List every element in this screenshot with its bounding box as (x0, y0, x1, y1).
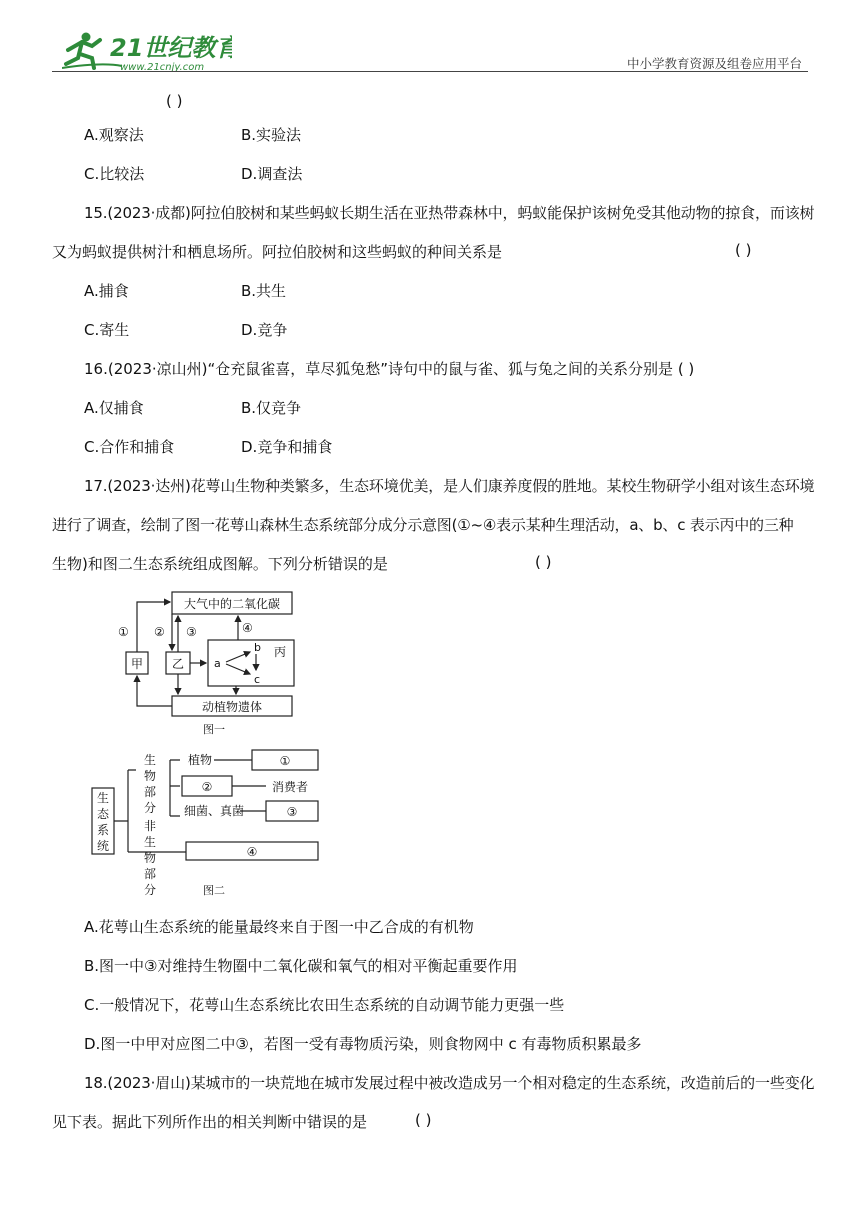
yi-label: 乙 (171, 657, 185, 671)
q16-stem: 16.(2023·凉山州)“仓充鼠雀喜，草尽狐兔愁”诗句中的鼠与雀、狐与兔之间的关系分别是 ( ) (84, 360, 695, 378)
q16-option-d: D.竞争和捕食 (241, 438, 333, 456)
q15-option-a: A.捕食 (84, 282, 129, 300)
jia-label: 甲 (130, 657, 144, 671)
q15-option-b: B.共生 (241, 282, 287, 300)
q17-option-b: B.图一中③对维持生物圈中二氧化碳和氧气的相对平衡起重要作用 (84, 957, 518, 975)
bio-char-1: 生 (143, 753, 157, 767)
nonbio-char-3: 物 (143, 851, 157, 865)
fig1-caption: 图一 (203, 723, 225, 736)
q17-answer-paren: ( ) (535, 553, 552, 571)
q17-stem-line2: 进行了调查，绘制了图一花萼山森林生态系统部分成分示意图(①~④表示某种生理活动，a、b、c 表示丙中的三种 (52, 516, 794, 534)
q17-stem-line3: 生物)和图二生态系统组成图解。下列分析错误的是 (52, 555, 388, 573)
logo-url: www.21cnjy.com (120, 62, 205, 73)
q15-option-d: D.竞争 (241, 321, 288, 339)
eco-char-4: 统 (96, 839, 110, 853)
q17-option-d: D.图一中甲对应图二中③，若图一受有毒物质污染，则食物网中 c 有毒物质积累最多 (84, 1035, 642, 1053)
figure-one (110, 588, 310, 738)
q17-option-a: A.花萼山生态系统的能量最终来自于图一中乙合成的有机物 (84, 918, 474, 936)
q17-option-c: C.一般情况下，花萼山生态系统比农田生态系统的自动调节能力更强一些 (84, 996, 565, 1014)
consumers-label: 消费者 (272, 780, 309, 794)
eco-char-1: 生 (96, 791, 110, 805)
q18-answer-paren: ( ) (415, 1111, 432, 1129)
fig2-num-3: ③ (286, 805, 298, 819)
figure-two (88, 748, 328, 898)
logo-text: 21世纪教育 (110, 34, 232, 62)
q14-option-b: B.实验法 (241, 126, 302, 144)
header-divider (52, 71, 808, 72)
q15-option-c: C.寄生 (84, 321, 130, 339)
fig2-num-2: ② (201, 780, 213, 794)
bing-label: 丙 (274, 645, 287, 659)
bio-char-3: 部 (143, 785, 157, 799)
nonbio-char-2: 生 (143, 835, 157, 849)
co2-label: 大气中的二氧化碳 (183, 597, 281, 611)
q17-stem-line1: 17.(2023·达州)花萼山生物种类繁多，生态环境优美，是人们康养度假的胜地。某校生物研学小组对该生态环境 (84, 477, 815, 495)
bio-char-2: 物 (143, 769, 157, 783)
fig1-num-3: ③ (186, 625, 197, 639)
eco-char-3: 系 (96, 823, 110, 837)
nonbio-char-5: 分 (143, 883, 157, 897)
fig1-num-1: ① (118, 625, 129, 639)
a-label: a (214, 657, 221, 670)
nonbio-char-1: 非 (143, 819, 157, 833)
platform-name: 中小学教育资源及组卷应用平台 (626, 56, 802, 71)
eco-char-2: 态 (96, 807, 110, 821)
bio-char-4: 分 (143, 801, 157, 815)
q16-option-c: C.合作和捕食 (84, 438, 175, 456)
q18-stem-line1: 18.(2023·眉山)某城市的一块荒地在城市发展过程中被改造成另一个相对稳定的生态系统，改造前后的一些变化 (84, 1074, 815, 1092)
q15-answer-paren: ( ) (735, 241, 752, 259)
q14-answer-paren: ( ) (166, 92, 183, 110)
q15-stem-line2: 又为蚂蚁提供树汁和栖息场所。阿拉伯胶树和这些蚂蚁的种间关系是 (52, 243, 503, 261)
fig2-caption: 图二 (203, 884, 225, 897)
fig1-num-2: ② (154, 625, 165, 639)
decomposers-label: 细菌、真菌 (184, 804, 245, 818)
q14-option-a: A.观察法 (84, 126, 144, 144)
b-label: b (254, 641, 261, 654)
site-logo (62, 28, 232, 74)
nonbio-char-4: 部 (143, 867, 157, 881)
plants-label: 植物 (188, 753, 213, 767)
c-label: c (254, 673, 261, 686)
fig2-num-4: ④ (246, 845, 258, 859)
q15-stem-line1: 15.(2023·成都)阿拉伯胶树和某些蚂蚁长期生活在亚热带森林中，蚂蚁能保护该树免受其他动物的掠食，而该树 (84, 204, 815, 222)
fig1-num-4: ④ (242, 621, 253, 635)
q14-option-c: C.比较法 (84, 165, 145, 183)
q14-option-d: D.调查法 (241, 165, 303, 183)
q18-stem-line2: 见下表。据此下列所作出的相关判断中错误的是 (52, 1113, 368, 1131)
remains-label: 动植物遗体 (201, 700, 263, 714)
fig2-num-1: ① (279, 754, 291, 768)
q16-option-a: A.仅捕食 (84, 399, 144, 417)
q16-option-b: B.仅竞争 (241, 399, 302, 417)
